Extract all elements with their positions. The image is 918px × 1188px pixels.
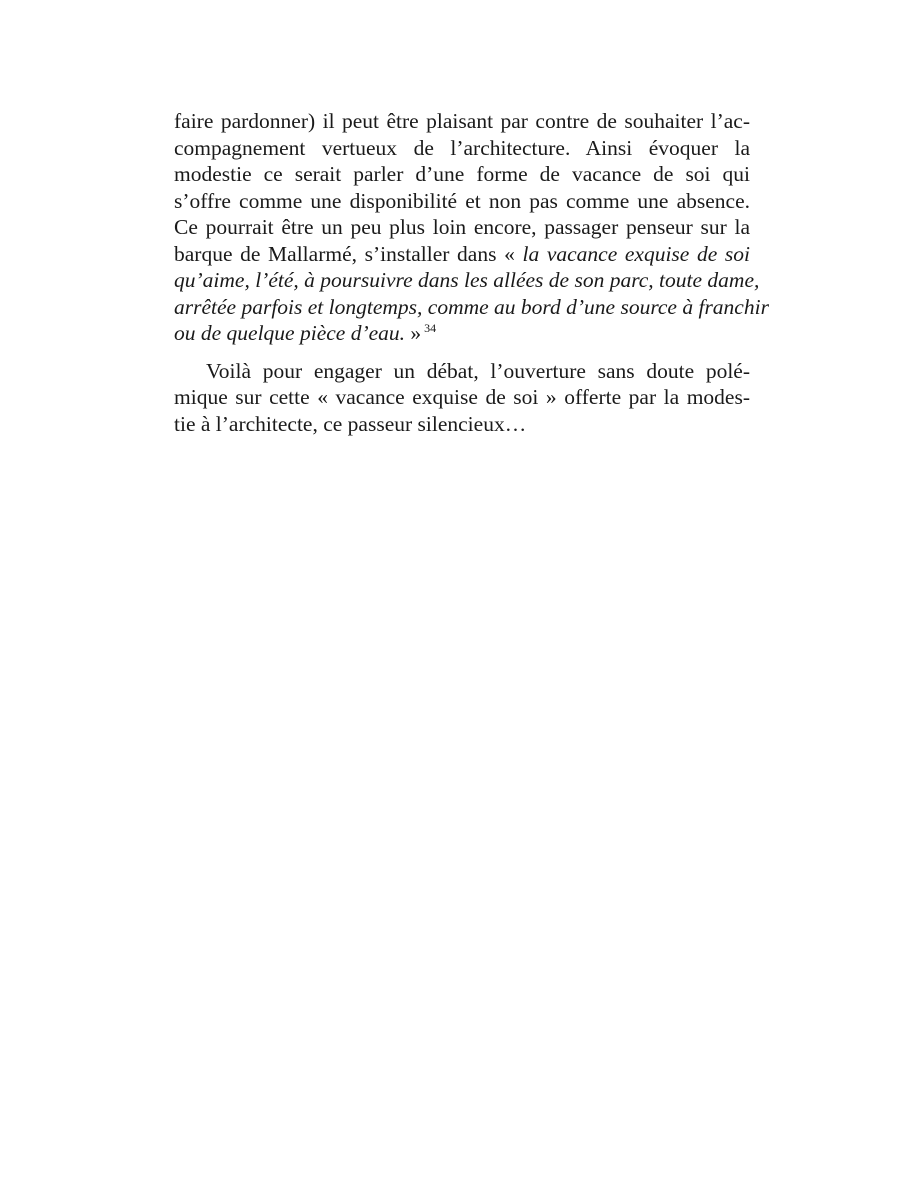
footnote-reference[interactable]: 34 bbox=[424, 321, 437, 335]
text-line: tie à l’architecte, ce passeur silencieux… bbox=[174, 411, 527, 436]
text-line bbox=[174, 241, 750, 268]
text-line: modestie ce serait parler d’une forme de vacance de soi qui bbox=[174, 162, 750, 186]
paragraph-2 bbox=[174, 358, 750, 438]
text-roman: barque de Mallarmé, s’installer dans « bbox=[174, 241, 523, 266]
text-line: mique sur cette « vacance exquise de soi » offerte par la modes- bbox=[174, 385, 750, 409]
text-line bbox=[174, 320, 750, 347]
quotation-italic: la vacance exquise de soi bbox=[522, 241, 750, 266]
page-body bbox=[174, 108, 769, 437]
text-line: compagnement vertueux de l’architecture. Ainsi évoquer la bbox=[174, 135, 750, 160]
paragraph-gap bbox=[174, 347, 750, 358]
quotation-line: arrêtée parfois et longtemps, comme au bord d’une source à franchir bbox=[174, 294, 769, 319]
closing-guillemet: » bbox=[405, 321, 422, 345]
text-line: s’offre comme une disponibilité et non pas comme une absence. bbox=[174, 188, 750, 213]
quotation-line: qu’aime, l’été, à poursuivre dans les allées de son parc, toute dame, bbox=[174, 268, 760, 292]
paragraph-1 bbox=[174, 108, 769, 347]
quotation-italic: ou de quelque pièce d’eau. bbox=[174, 321, 406, 345]
text-line: Ce pourrait être un peu plus loin encore, passager penseur sur la bbox=[174, 215, 750, 239]
text-line: Voilà pour engager un débat, l’ouverture sans doute polé- bbox=[206, 358, 750, 383]
text-line: faire pardonner) il peut être plaisant par contre de souhaiter l’ac- bbox=[174, 109, 750, 133]
